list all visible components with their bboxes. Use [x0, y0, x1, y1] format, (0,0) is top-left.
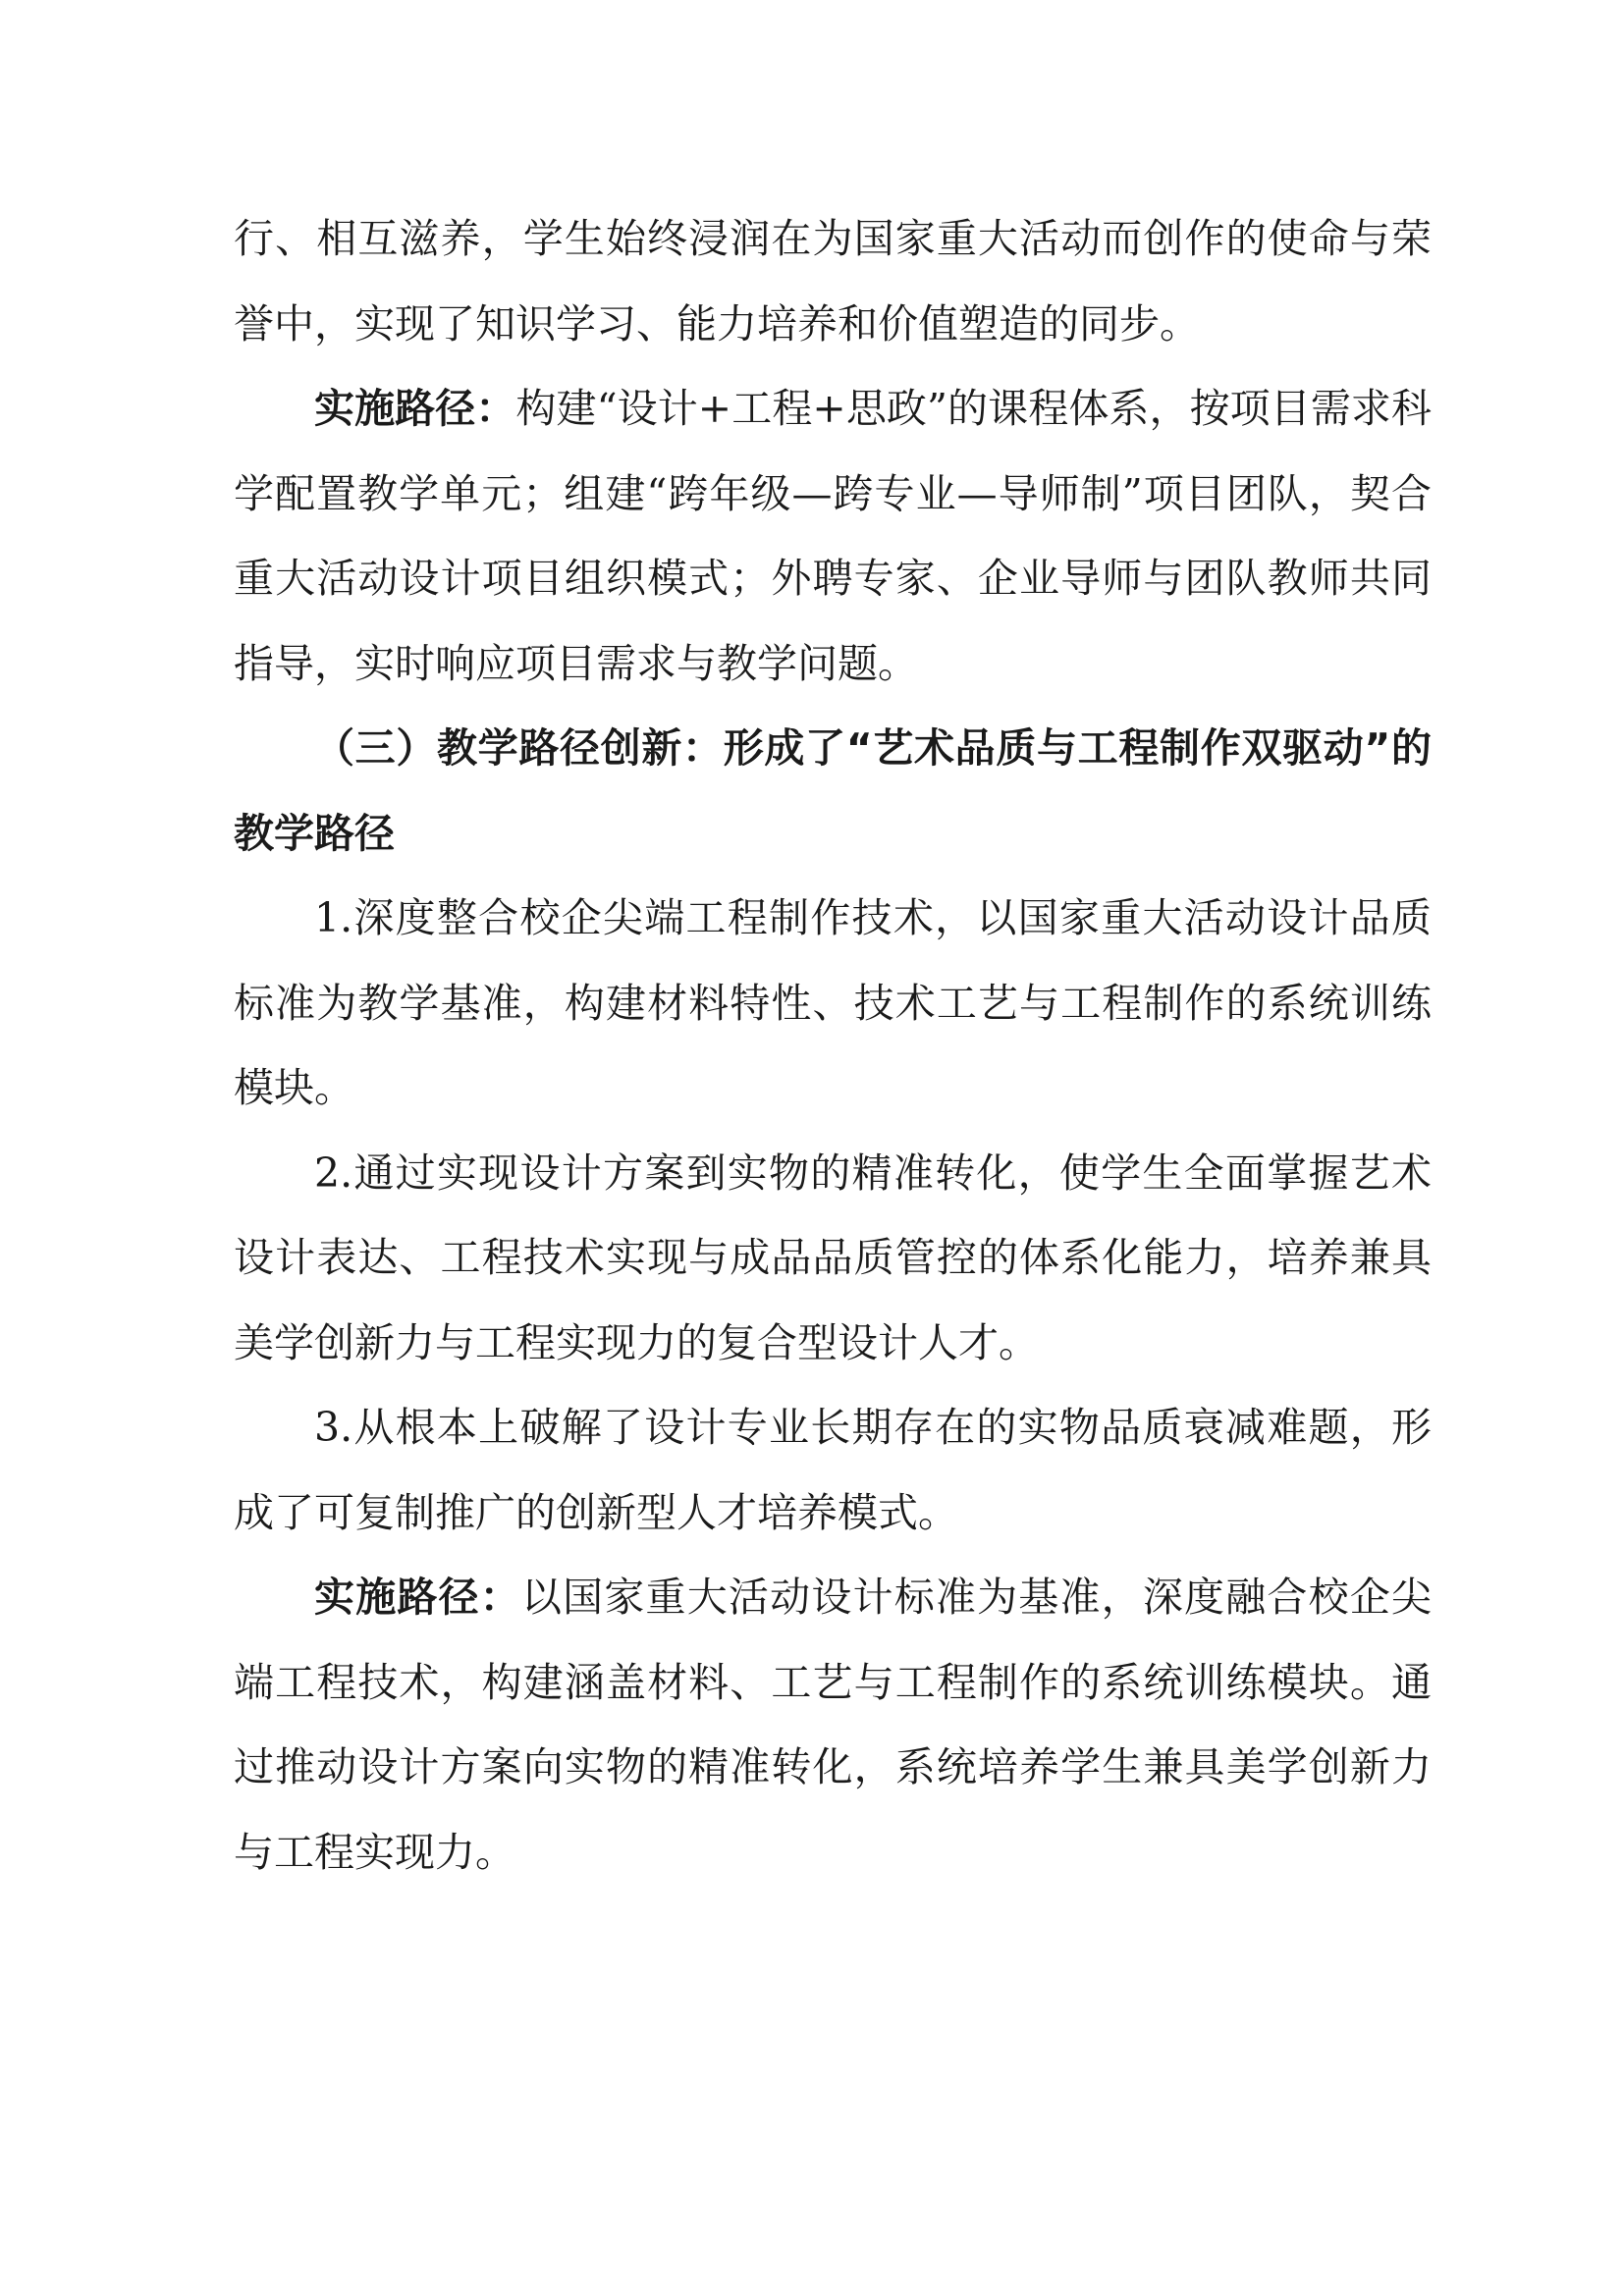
implementation-path-label: 实施路径：: [314, 1574, 521, 1621]
paragraph-continuation: 行、相互滋养，学生始终浸润在为国家重大活动而创作的使命与荣誉中，实现了知识学习、能力培养和价值塑造的同步。: [234, 215, 1432, 347]
implementation-path-text: 构建“设计+工程+思政”的课程体系，按项目需求科学配置教学单元；组建“跨年级—跨专业—导师制”项目团队，契合重大活动设计项目组织模式；外聘专家、企业导师与团队教师共同指导，实时响应项目需求与教学问题。: [234, 385, 1432, 687]
implementation-path-label: 实施路径：: [314, 385, 516, 432]
section-heading: （三）教学路径创新：形成了“艺术品质与工程制作双驱动”的教学路径: [234, 724, 1432, 857]
implementation-path-text: 以国家重大活动设计标准为基准，深度融合校企尖端工程技术，构建涵盖材料、工艺与工程制作的系统训练模块。通过推动设计方案向实物的精准转化，系统培养学生兼具美学创新力与工程实现力。: [234, 1574, 1433, 1876]
document-body: [234, 196, 1432, 1895]
implementation-path-paragraph-1: [234, 366, 1432, 706]
list-item-2: 2.通过实现设计方案到实物的精准转化，使学生全面掌握艺术设计表达、工程技术实现与成品品质管控的体系化能力，培养兼具美学创新力与工程实现力的复合型设计人才。: [234, 1148, 1432, 1366]
implementation-path-paragraph-2: [234, 1555, 1432, 1895]
list-item-3: 3.从根本上破解了设计专业长期存在的实物品质衰减难题，形成了可复制推广的创新型人才培养模式。: [234, 1404, 1432, 1536]
list-item-1: 1.深度整合校企尖端工程制作技术，以国家重大活动设计品质标准为教学基准，构建材料特性、技术工艺与工程制作的系统训练模块。: [234, 894, 1432, 1111]
